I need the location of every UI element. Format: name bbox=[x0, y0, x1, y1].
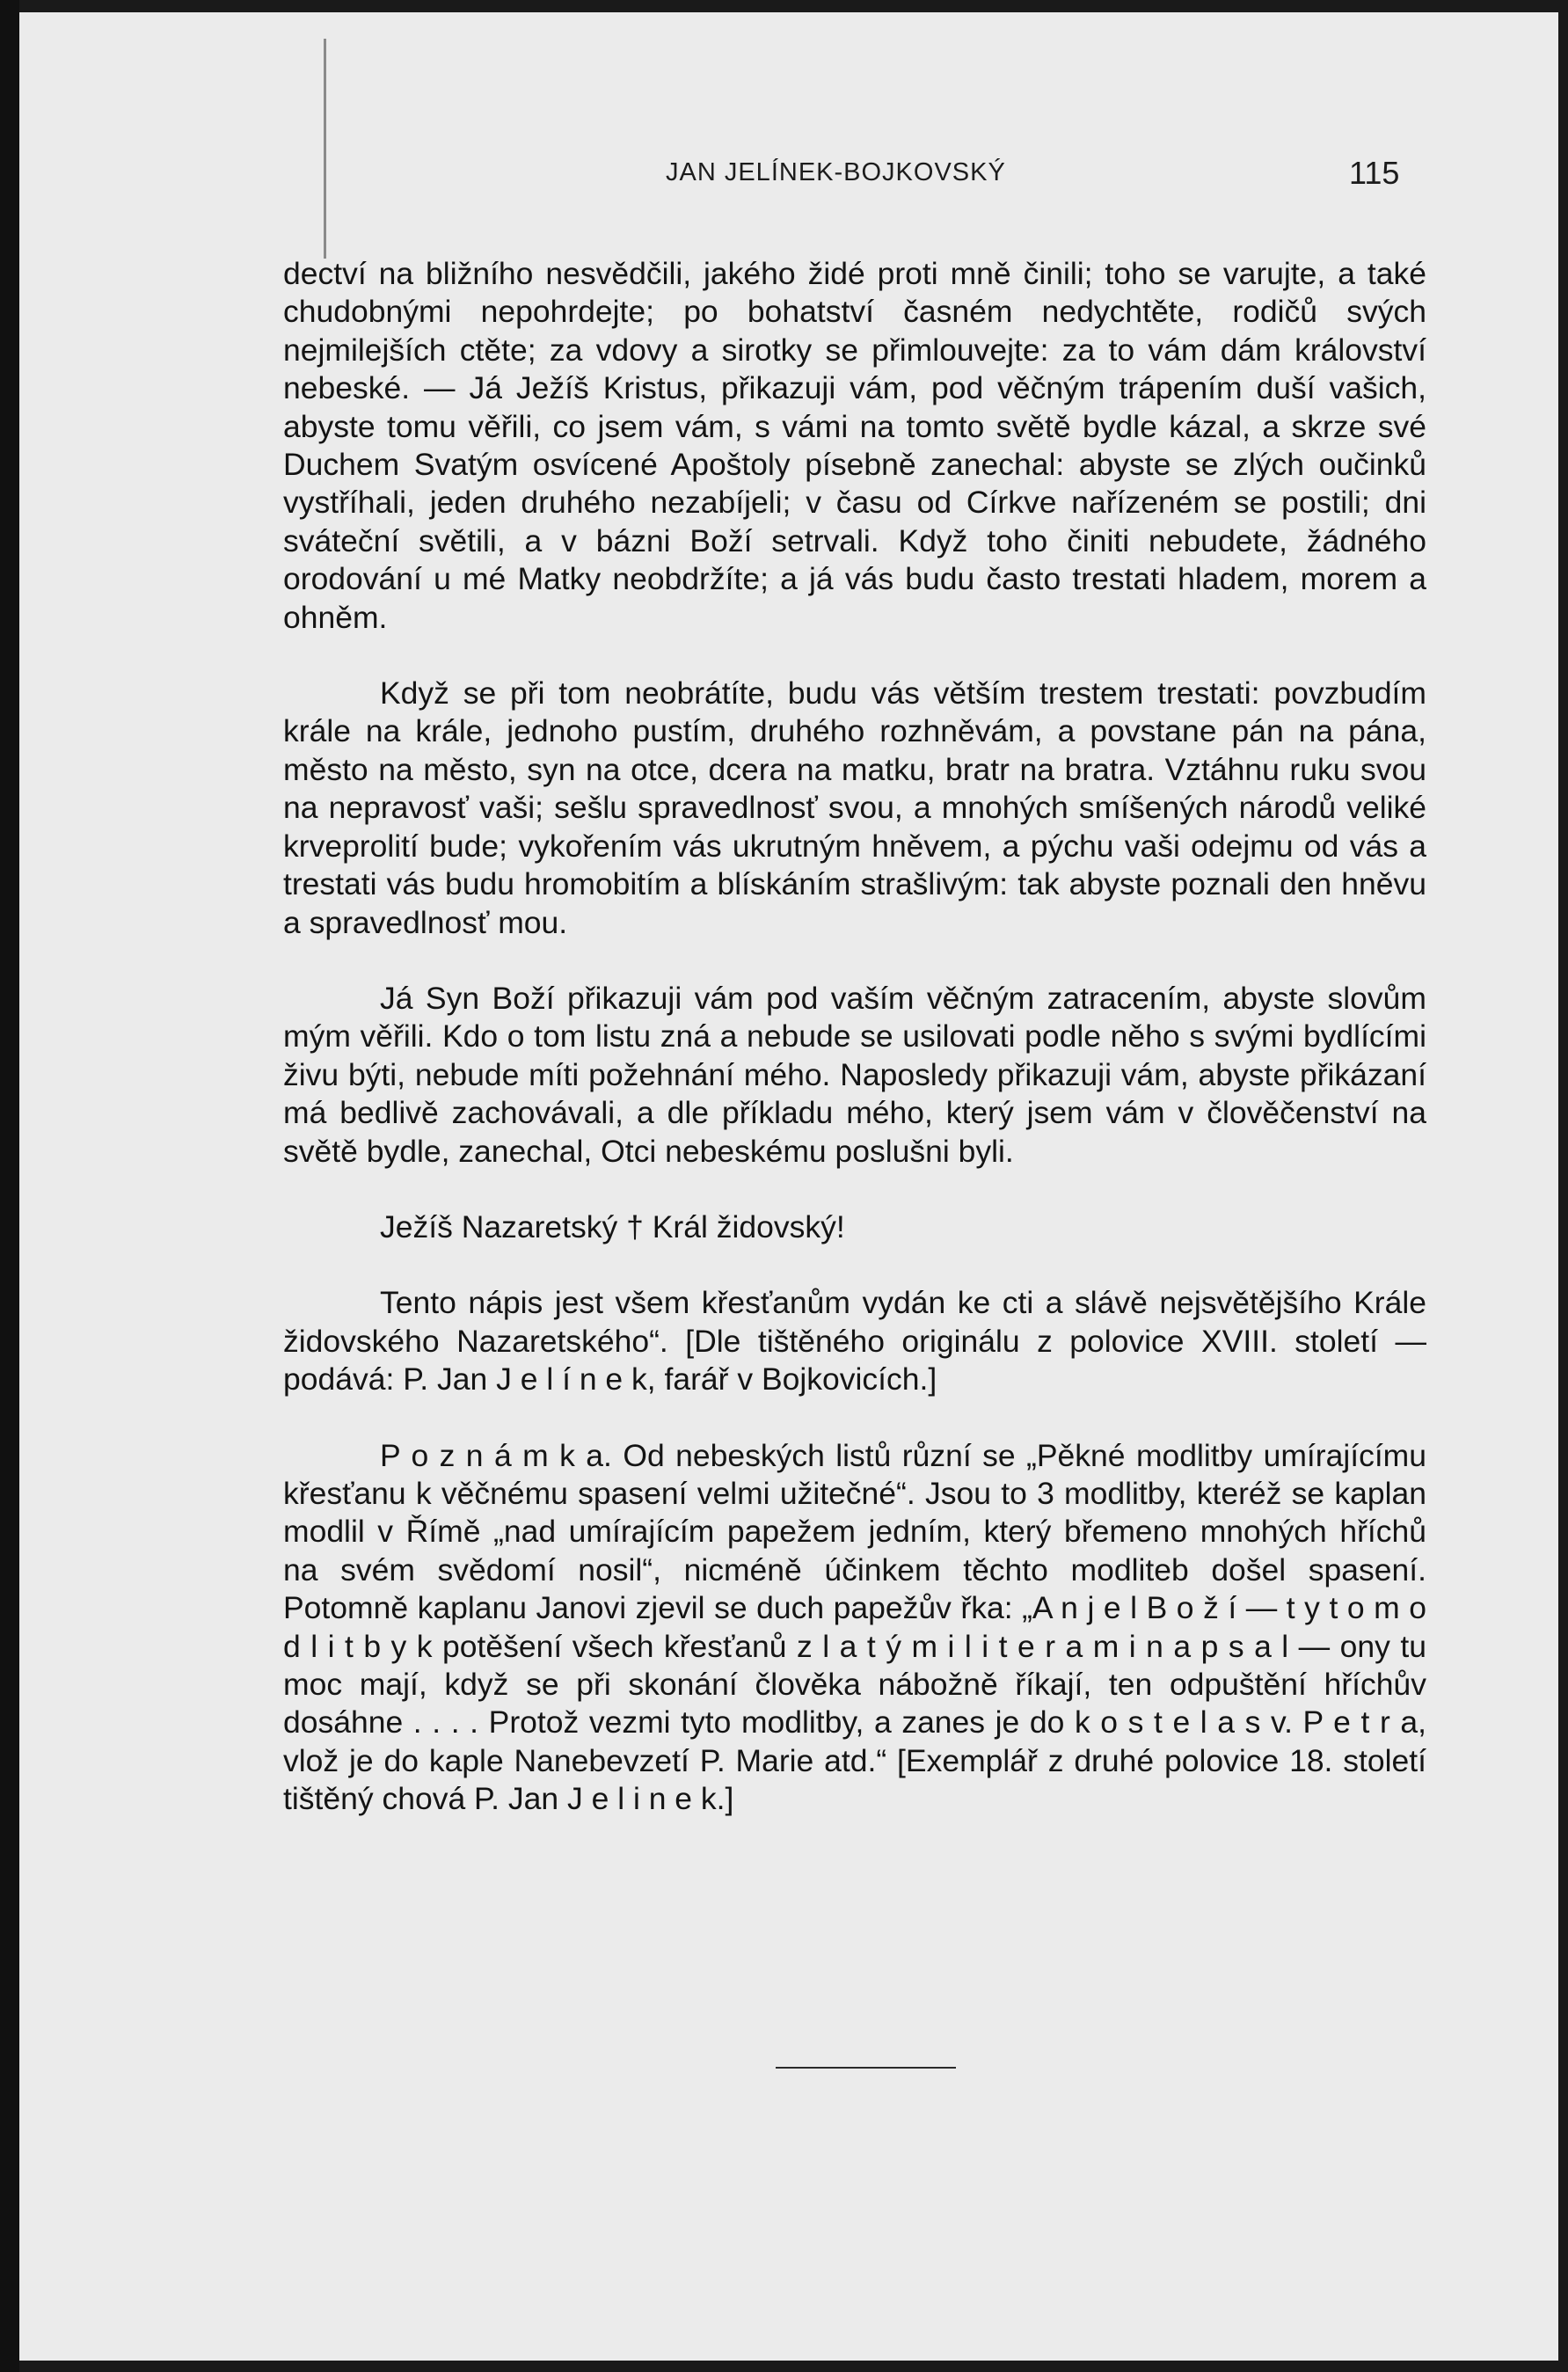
end-rule bbox=[776, 2067, 956, 2069]
paragraph-4: Tento nápis jest všem křesťanům vydán ke cti a slávě nejsvětějšího Krále židovského Nazaretského“. [Dle tištěného originálu z polovice XVIII. století — podává: P. Jan J e l í n e k, farář v Bojkovicích.] bbox=[283, 1285, 1426, 1398]
note-paragraph: P o z n á m k a. Od nebeských listů různí se „Pěkné modlitby umírajícímu křesťanu k věčnému spasení velmi užitečné“. Jsou to 3 modlitby, kteréž se kaplan modlil v Římě „nad umírajícím papežem jedním, který břemeno mnohých hříchů na svém svědomí nosil“, nicméně účinkem těchto modliteb došel spasení. Potomně kaplanu Janovi zjevil se duch papežův řka: „A n j e l B o ž í — t y t o m o d l i t b y k potěšení všech křesťanů z l a t ý m i l i t e r a m i n a p s a l — ony tu moc mají, když se při skonání člověka nábožně říkají, ten odpuštění hříchův dosáhne . . . . Protož vezmi tyto modlitby, a zanes je do k o s t e l a s v. P e t r a, vlož je do kaple Nanebevzetí P. Marie atd.“ [Exemplář z druhé polovice 18. století tištěný chová P. Jan J e l i n e k.] bbox=[283, 1437, 1426, 1817]
paragraph-2: Když se při tom neobrátíte, budu vás větším trestem trestati: povzbudím krále na krále, jednoho pustím, druhého rozhněvám, a povstane pán na pána, město na město, syn na otce, dcera na matku, bratr na bratra. Vztáhnu ruku svou na nepravosť vaši; sešlu spravedlnosť svou, a mnohých smíšených národů veliké krveprolití bude; vykořením vás ukrutným hněvem, a pýchu vaši odejmu od vás a trestati vás budu hromobitím a blískáním strašlivým: tak abyste poznali den hněvu a spravedlnosť mou. bbox=[283, 675, 1426, 940]
signature-line: Ježíš Nazaretský † Král židovský! bbox=[380, 1208, 845, 1244]
margin-rule bbox=[324, 39, 326, 259]
scan-left-edge bbox=[0, 0, 19, 2372]
page-number: 115 bbox=[1349, 155, 1400, 191]
body-text bbox=[283, 255, 1426, 1857]
paragraph-3: Já Syn Boží přikazuji vám pod vaším věčným zatracením, abyste slovům mým věřili. Kdo o tom listu zná a nebude se usilovati podle něho s svými bydlícími živu býti, nebude míti požehnání mého. Naposledy přikazuji vám, abyste přikázaní má bedlivě zachovávali, a dle příkladu mého, který jsem vám v člověčenství na světě bydle, zanechal, Otci nebeskému poslušni byli. bbox=[283, 980, 1426, 1169]
running-head: JAN JELÍNEK-BOJKOVSKÝ bbox=[666, 158, 1006, 186]
page-header bbox=[19, 155, 1558, 199]
paragraph-1: dectví na bližního nesvědčili, jakého židé proti mně činili; toho se varujte, a také chudobnými nepohrdejte; po bohatství časném nedychtěte, rodičů svých nejmilejších ctěte; za vdovy a sirotky se přimlouvejte: za to vám dám království nebeské. — Já Ježíš Kristus, přikazuji vám, pod věčným trápením duší vašich, abyste tomu věřili, co jsem vám, s vámi na tomto světě bydle kázal, a skrze své Duchem Svatým osvícené Apoštoly písebně zanechal: abyste se zlých oučinků vystříhali, jeden druhého nezabíjeli; v času od Církve nařízeném se postili; dni sváteční světili, a v bázni Boží setrvali. Když toho činiti nebudete, žádného orodování u mé Matky neobdržíte; a já vás budu často trestati hladem, morem a ohněm. bbox=[283, 256, 1426, 635]
book-page bbox=[19, 12, 1558, 2361]
